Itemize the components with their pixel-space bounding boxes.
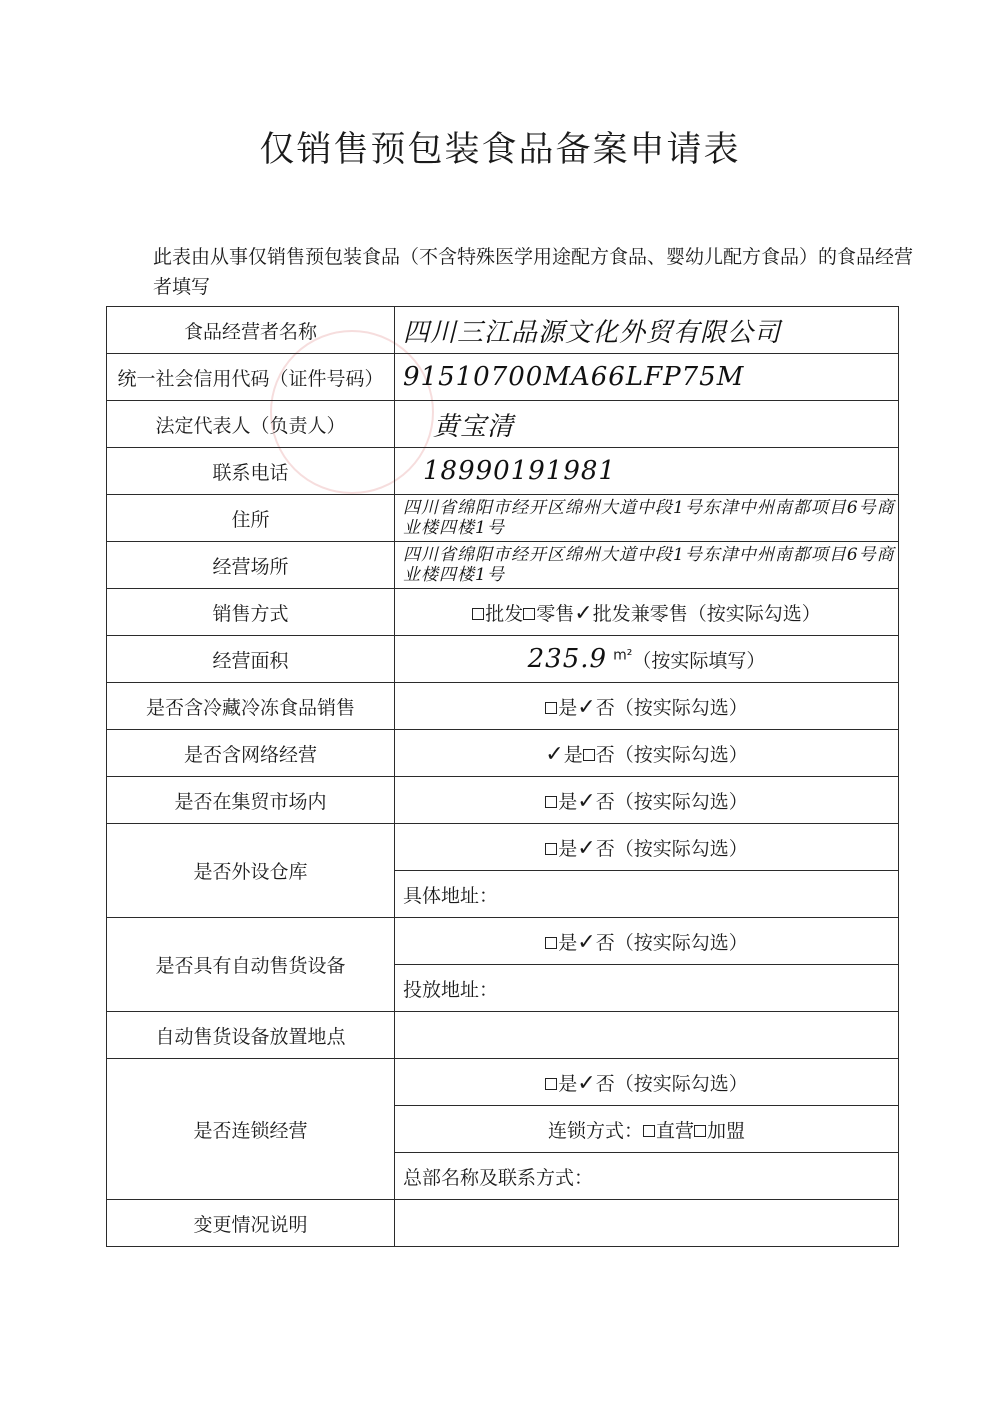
form-intro: 此表由从事仅销售预包装食品（不含特殊医学用途配方食品、婴幼儿配方食品）的食品经营者填写 bbox=[153, 246, 914, 298]
yes-checkbox[interactable] bbox=[545, 1078, 557, 1090]
check-mark-icon: ✓ bbox=[574, 600, 593, 626]
change-value bbox=[395, 1200, 899, 1247]
form-title: 仅销售预包装食品备案申请表 bbox=[259, 130, 741, 170]
chain-label: 是否连锁经营 bbox=[107, 1059, 395, 1200]
credit-value: 91510700MA66LFP75M bbox=[395, 354, 899, 401]
name-value: 四川三江品源文化外贸有限公司 bbox=[395, 307, 899, 354]
retail-checkbox[interactable] bbox=[523, 608, 535, 620]
market-label: 是否在集贸市场内 bbox=[107, 777, 395, 824]
wholesale-checkbox[interactable] bbox=[472, 608, 484, 620]
chain-options: 是✓否（按实际勾选） bbox=[395, 1059, 899, 1106]
vending-place-label: 自动售货设备放置地点 bbox=[107, 1012, 395, 1059]
online-options: ✓是 否（按实际勾选） bbox=[395, 730, 899, 777]
check-mark-icon: ✓ bbox=[577, 929, 596, 955]
yes-checkbox[interactable] bbox=[545, 937, 557, 949]
direct-checkbox[interactable] bbox=[643, 1125, 655, 1137]
check-mark-icon: ✓ bbox=[577, 694, 596, 720]
online-label: 是否含网络经营 bbox=[107, 730, 395, 777]
franchise-checkbox[interactable] bbox=[694, 1125, 706, 1137]
vending-address: 投放地址： bbox=[395, 965, 899, 1012]
credit-label: 统一社会信用代码（证件号码） bbox=[107, 354, 395, 401]
warehouse-address: 具体地址： bbox=[395, 871, 899, 918]
change-label: 变更情况说明 bbox=[107, 1200, 395, 1247]
legal-label: 法定代表人（负责人） bbox=[107, 401, 395, 448]
legal-value: 黄宝清 bbox=[395, 401, 899, 448]
site-label: 经营场所 bbox=[107, 542, 395, 589]
warehouse-options: 是✓否（按实际勾选） bbox=[395, 824, 899, 871]
check-mark-icon: ✓ bbox=[577, 1070, 596, 1096]
address-value: 四川省绵阳市经开区绵州大道中段1号东津中州南都项目6号商业楼四楼1号 bbox=[395, 495, 899, 542]
check-mark-icon: ✓ bbox=[545, 741, 564, 767]
vending-label: 是否具有自动售货设备 bbox=[107, 918, 395, 1012]
yes-checkbox[interactable] bbox=[545, 843, 557, 855]
check-mark-icon: ✓ bbox=[577, 788, 596, 814]
address-label: 住所 bbox=[107, 495, 395, 542]
cold-options: 是✓否（按实际勾选） bbox=[395, 683, 899, 730]
site-value: 四川省绵阳市经开区绵州大道中段1号东津中州南都项目6号商业楼四楼1号 bbox=[395, 542, 899, 589]
no-checkbox[interactable] bbox=[583, 749, 595, 761]
area-label: 经营面积 bbox=[107, 636, 395, 683]
yes-checkbox[interactable] bbox=[545, 796, 557, 808]
sales-options: 批发 零售✓批发兼零售（按实际勾选） bbox=[395, 589, 899, 636]
cold-label: 是否含冷藏冷冻食品销售 bbox=[107, 683, 395, 730]
application-form bbox=[106, 306, 899, 1247]
phone-value: 18990191981 bbox=[395, 448, 899, 495]
phone-label: 联系电话 bbox=[107, 448, 395, 495]
warehouse-label: 是否外设仓库 bbox=[107, 824, 395, 918]
area-value: 235.9 $^{m^2}$（按实际填写） bbox=[395, 636, 899, 683]
vending-place-value bbox=[395, 1012, 899, 1059]
yes-checkbox[interactable] bbox=[545, 702, 557, 714]
chain-hq: 总部名称及联系方式： bbox=[395, 1153, 899, 1200]
market-options: 是✓否（按实际勾选） bbox=[395, 777, 899, 824]
chain-mode: 连锁方式： 直营 加盟 bbox=[395, 1106, 899, 1153]
vending-options: 是✓否（按实际勾选） bbox=[395, 918, 899, 965]
name-label: 食品经营者名称 bbox=[107, 307, 395, 354]
sales-label: 销售方式 bbox=[107, 589, 395, 636]
check-mark-icon: ✓ bbox=[577, 835, 596, 861]
